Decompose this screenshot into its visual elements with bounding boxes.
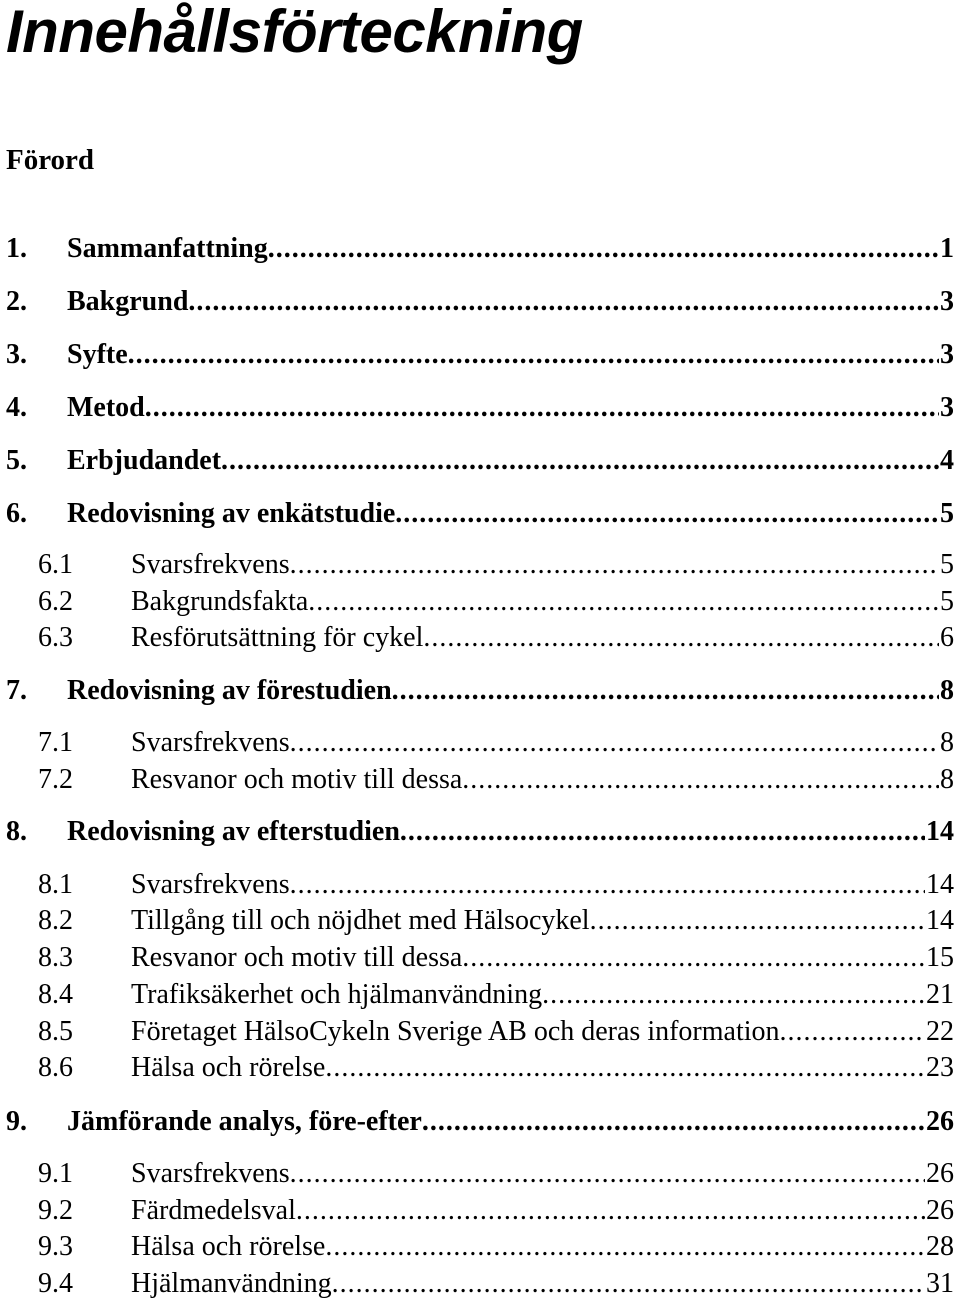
toc-entry-label: Trafiksäkerhet och hjälmanvändning <box>131 979 543 1010</box>
dot-leader <box>221 443 939 479</box>
dot-leader <box>590 903 925 939</box>
dot-leader <box>145 390 939 426</box>
toc-entry-page: 8 <box>940 764 954 795</box>
toc-entry-label: Redovisning av förestudien <box>67 675 392 706</box>
toc-entry-number: 9.1 <box>38 1158 73 1189</box>
dot-leader <box>308 584 939 620</box>
toc-entry-number: 8.4 <box>38 979 73 1010</box>
toc-entry-number: 9. <box>6 1106 27 1137</box>
toc-entry-7-2[interactable] <box>0 762 960 798</box>
toc-entry-label: Redovisning av efterstudien <box>67 816 400 847</box>
toc-entry-8-5[interactable] <box>0 1014 960 1050</box>
dot-leader <box>188 284 939 320</box>
toc-entry-label: Erbjudandet <box>67 445 222 476</box>
toc-entry-5[interactable] <box>0 443 960 479</box>
toc-entry-label: Svarsfrekvens <box>131 1158 290 1189</box>
dot-leader <box>780 1014 925 1050</box>
toc-entry-page: 23 <box>926 1052 954 1083</box>
toc-entry-number: 9.3 <box>38 1231 73 1262</box>
toc-entry-label: Resvanor och motiv till dessa <box>131 764 463 795</box>
toc-entry-page: 14 <box>926 905 954 936</box>
toc-entry-page: 3 <box>940 286 954 317</box>
dot-leader <box>395 496 939 532</box>
toc-entry-page: 14 <box>926 816 954 847</box>
toc-entry-page: 4 <box>940 445 954 476</box>
toc-entry-page: 14 <box>926 869 954 900</box>
toc-entry-6[interactable] <box>0 496 960 532</box>
toc-entry-number: 6.3 <box>38 622 73 653</box>
toc-entry-8-4[interactable] <box>0 977 960 1013</box>
toc-entry-7[interactable] <box>0 673 960 709</box>
toc-entry-number: 1. <box>6 233 27 264</box>
toc-entry-1[interactable] <box>0 231 960 267</box>
toc-entry-number: 7.1 <box>38 727 73 758</box>
dot-leader <box>423 620 939 656</box>
toc-entry-number: 8. <box>6 816 27 847</box>
toc-entry-9[interactable] <box>0 1104 960 1140</box>
toc-entry-number: 9.2 <box>38 1195 73 1226</box>
toc-entry-page: 26 <box>926 1158 954 1189</box>
dot-leader <box>290 867 925 903</box>
toc-entry-number: 8.6 <box>38 1052 73 1083</box>
dot-leader <box>400 814 925 850</box>
toc-entry-number: 8.5 <box>38 1016 73 1047</box>
toc-entry-7-1[interactable] <box>0 725 960 761</box>
toc-entry-label: Färdmedelsval <box>131 1195 296 1226</box>
dot-leader <box>290 547 939 583</box>
toc-entry-page: 22 <box>926 1016 954 1047</box>
dot-leader <box>128 337 939 373</box>
toc-entry-number: 6.1 <box>38 549 73 580</box>
dot-leader <box>392 673 939 709</box>
toc-entry-number: 2. <box>6 286 27 317</box>
toc-entry-label: Redovisning av enkätstudie <box>67 498 396 529</box>
toc-entry-number: 6.2 <box>38 586 73 617</box>
toc-entry-page: 28 <box>926 1231 954 1262</box>
toc-entry-page: 21 <box>926 979 954 1010</box>
toc-entry-label: Svarsfrekvens <box>131 549 290 580</box>
toc-entry-label: Resvanor och motiv till dessa <box>131 942 463 973</box>
toc-entry-label: Sammanfattning <box>67 233 268 264</box>
toc-entry-number: 8.2 <box>38 905 73 936</box>
dot-leader <box>290 1156 925 1192</box>
toc-entry-label: Bakgrund <box>67 286 189 317</box>
toc-entry-label: Metod <box>67 392 145 423</box>
dot-leader <box>462 940 925 976</box>
toc-entry-page: 6 <box>940 622 954 653</box>
dot-leader <box>268 231 939 267</box>
toc-entry-page: 31 <box>926 1268 954 1299</box>
foreword-heading: Förord <box>6 144 95 176</box>
toc-entry-label: Hälsa och rörelse <box>131 1231 326 1262</box>
toc-entry-label: Svarsfrekvens <box>131 727 290 758</box>
toc-entry-page: 3 <box>940 339 954 370</box>
toc-entry-number: 9.4 <box>38 1268 73 1299</box>
dot-leader <box>542 977 925 1013</box>
toc-entry-label: Syfte <box>67 339 128 370</box>
toc-entry-8-1[interactable] <box>0 867 960 903</box>
toc-entry-number: 5. <box>6 445 27 476</box>
toc-entry-9-2[interactable] <box>0 1193 960 1229</box>
dot-leader <box>325 1050 925 1086</box>
dot-leader <box>325 1229 925 1265</box>
toc-entry-6-2[interactable] <box>0 584 960 620</box>
toc-entry-8[interactable] <box>0 814 960 850</box>
toc-entry-number: 4. <box>6 392 27 423</box>
toc-entry-9-1[interactable] <box>0 1156 960 1192</box>
toc-entry-number: 7.2 <box>38 764 73 795</box>
toc-entry-label: Hälsa och rörelse <box>131 1052 326 1083</box>
toc-entry-9-4[interactable] <box>0 1266 960 1302</box>
toc-entry-8-6[interactable] <box>0 1050 960 1086</box>
dot-leader <box>296 1193 925 1229</box>
toc-entry-label: Hjälmanvändning <box>131 1268 332 1299</box>
dot-leader <box>462 762 939 798</box>
toc-entry-label: Svarsfrekvens <box>131 869 290 900</box>
toc-entry-page: 26 <box>926 1195 954 1226</box>
toc-entry-number: 6. <box>6 498 27 529</box>
toc-entry-4[interactable] <box>0 390 960 426</box>
toc-entry-page: 15 <box>926 942 954 973</box>
toc-entry-page: 8 <box>940 727 954 758</box>
toc-entry-number: 7. <box>6 675 27 706</box>
toc-entry-6-3[interactable] <box>0 620 960 656</box>
toc-entry-page: 5 <box>940 498 954 529</box>
toc-entry-number: 3. <box>6 339 27 370</box>
toc-entry-number: 8.1 <box>38 869 73 900</box>
toc-entry-3[interactable] <box>0 337 960 373</box>
toc-entry-label: Bakgrundsfakta <box>131 586 309 617</box>
toc-entry-label: Tillgång till och nöjdhet med Hälsocykel <box>131 905 590 936</box>
dot-leader <box>332 1266 925 1302</box>
toc-entry-page: 1 <box>940 233 954 264</box>
dot-leader <box>290 725 939 761</box>
toc-entry-9-3[interactable] <box>0 1229 960 1265</box>
toc-entry-page: 8 <box>940 675 954 706</box>
toc-entry-page: 5 <box>940 586 954 617</box>
toc-entry-page: 5 <box>940 549 954 580</box>
toc-entry-2[interactable] <box>0 284 960 320</box>
toc-entry-8-2[interactable] <box>0 903 960 939</box>
toc-entry-label: Jämförande analys, före-efter <box>67 1106 422 1137</box>
toc-entry-8-3[interactable] <box>0 940 960 976</box>
toc-entry-page: 26 <box>926 1106 954 1137</box>
page-title: Innehållsförteckning <box>6 0 583 65</box>
toc-entry-6-1[interactable] <box>0 547 960 583</box>
toc-entry-label: Resförutsättning för cykel <box>131 622 424 653</box>
dot-leader <box>422 1104 925 1140</box>
toc-entry-page: 3 <box>940 392 954 423</box>
toc-entry-number: 8.3 <box>38 942 73 973</box>
toc-entry-label: Företaget HälsoCykeln Sverige AB och deras information <box>131 1016 780 1047</box>
